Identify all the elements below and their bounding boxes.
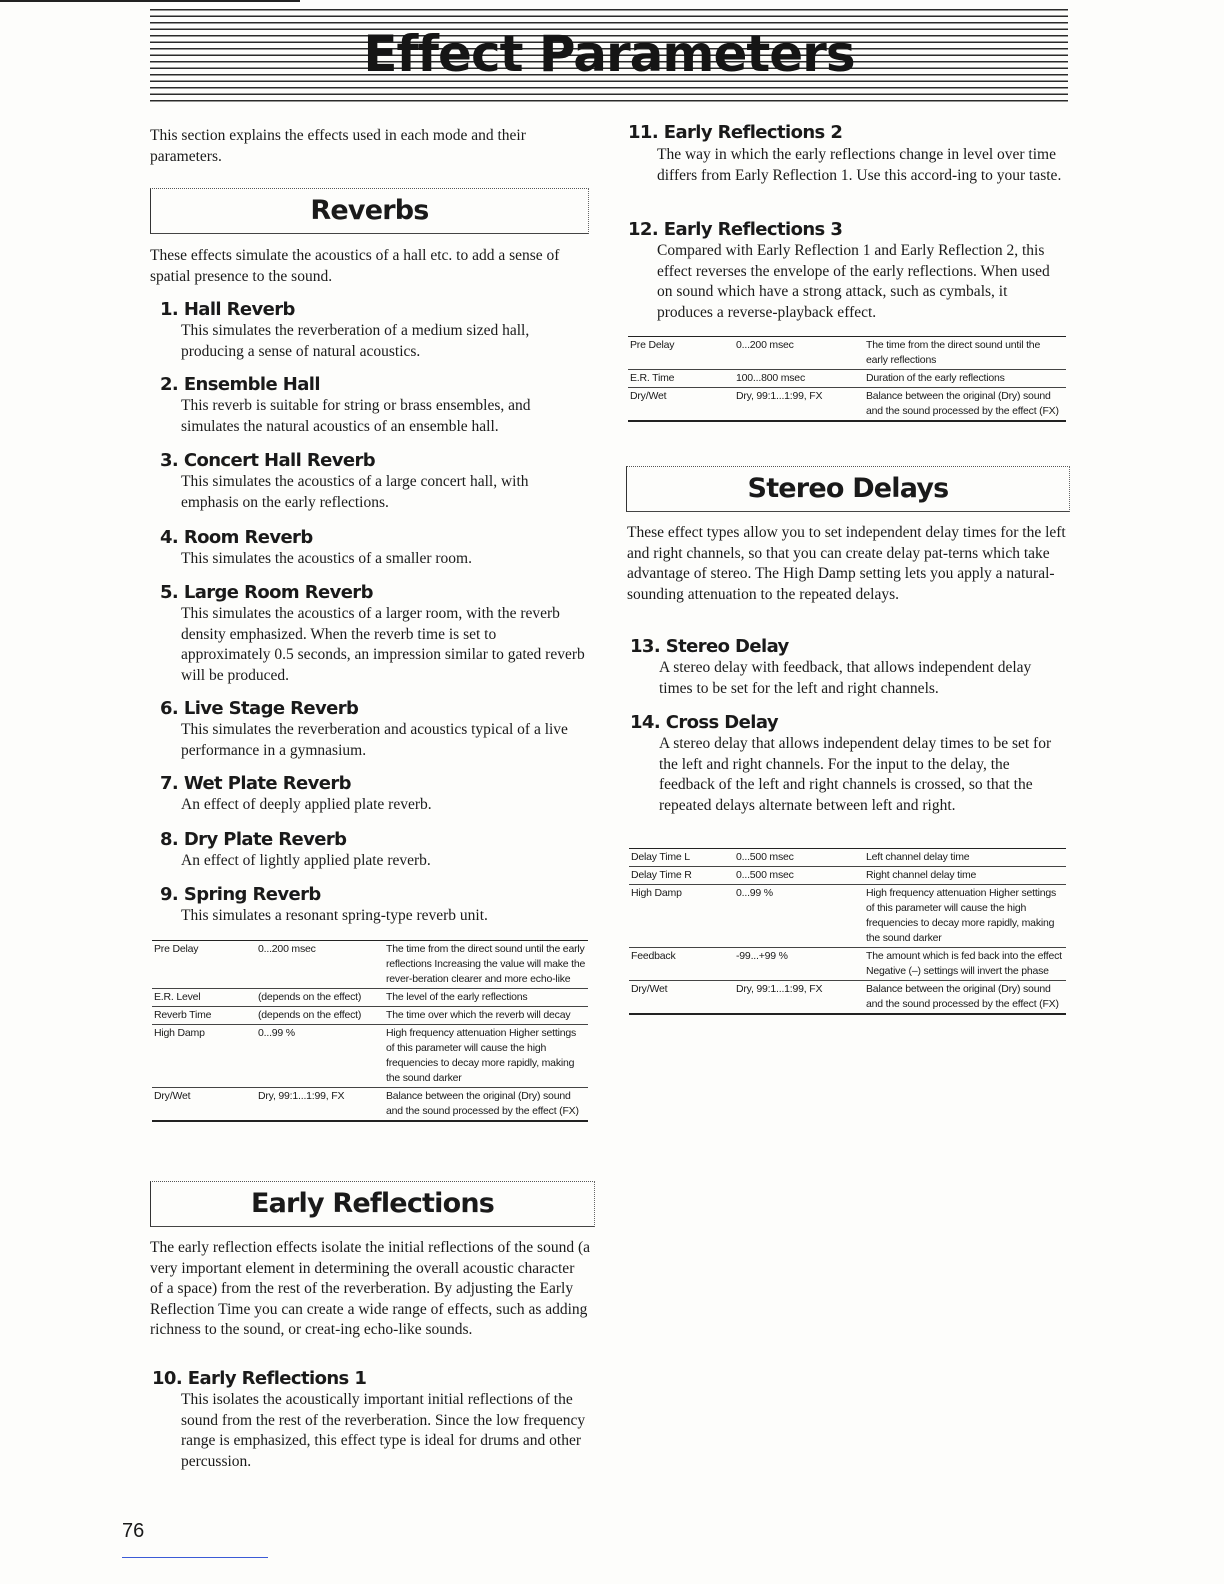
param-range: 0...500 msec [736, 869, 794, 881]
table-row [152, 1088, 588, 1122]
table-row [629, 885, 1066, 948]
item-description: The way in which the early reflections change in level over time differs from Early Reflection 1. Use this accord-ing to your taste. [657, 146, 1062, 184]
page-title-banner [150, 4, 1068, 106]
param-description: High frequency attenuation Higher settings of this parameter will cause the high frequencies to decay more rapidly, making the sound darker [386, 1027, 577, 1084]
item-description: A stereo delay that allows independent delay times to be set for the left and right channels. For the input to the delay, the feedback of the left and right channels is crossed, so that the repeated delays alternate between left and right. [659, 735, 1052, 814]
item-heading: 12. Early Reflections 3 [628, 219, 843, 240]
stereo-delays-intro: These effect types allow you to set independent delay times for the left and right channels, so that you can create delay pat-terns which take advantage of stereo. The High Damp setting lets you apply a natural-sounding attenuation to the repeated delays. [627, 524, 1066, 603]
param-name: High Damp [154, 1027, 205, 1039]
item-heading: 6. Live Stage Reverb [160, 698, 359, 719]
early-reflections-parameter-table [628, 336, 1066, 422]
section-header-reverbs [150, 188, 589, 234]
param-range: Dry, 99:1...1:99, FX [736, 390, 823, 402]
param-range: (depends on the effect) [258, 1009, 362, 1021]
param-name: Pre Delay [630, 339, 675, 351]
param-name: Delay Time L [631, 851, 690, 863]
item-heading: 11. Early Reflections 2 [628, 122, 843, 143]
item-heading: 3. Concert Hall Reverb [160, 450, 376, 471]
item-heading: 7. Wet Plate Reverb [160, 773, 351, 794]
page-title: Effect Parameters [363, 25, 855, 83]
item-heading: 2. Ensemble Hall [160, 374, 320, 395]
table-row [629, 849, 1066, 867]
param-range: Dry, 99:1...1:99, FX [736, 983, 823, 995]
param-range: 0...200 msec [736, 339, 794, 351]
item-description: This simulates the reverberation of a medium sized hall, producing a sense of natural acoustics. [181, 322, 530, 360]
param-description: The amount which is fed back into the effect Negative (–) settings will invert the phase [866, 950, 1062, 977]
item-description: This simulates the reverberation and acoustics typical of a live performance in a gymnasium. [181, 721, 568, 759]
param-name: Dry/Wet [630, 390, 667, 402]
item-description: This simulates a resonant spring-type reverb unit. [181, 907, 488, 924]
param-name: Dry/Wet [631, 983, 668, 995]
param-range: 0...200 msec [258, 943, 316, 955]
table-row [629, 948, 1066, 981]
item-description: A stereo delay with feedback, that allows independent delay times to be set for the left and right channels. [659, 659, 1032, 697]
item-description: This reverb is suitable for string or brass ensembles, and simulates the natural acoustics of an ensemble hall. [181, 397, 531, 435]
param-name: Feedback [631, 950, 676, 962]
table-row [629, 867, 1066, 885]
section-title: Reverbs [310, 195, 429, 226]
item-description: This simulates the acoustics of a smaller room. [181, 550, 472, 567]
param-description: Balance between the original (Dry) sound and the sound processed by the effect (FX) [386, 1090, 579, 1117]
section-title: Early Reflections [250, 1188, 495, 1219]
param-range: Dry, 99:1...1:99, FX [258, 1090, 345, 1102]
item-heading: 10. Early Reflections 1 [152, 1368, 367, 1389]
param-description: Duration of the early reflections [866, 372, 1005, 384]
section-header-early-reflections [150, 1181, 595, 1227]
param-description: Left channel delay time [866, 851, 970, 863]
table-row [628, 370, 1066, 388]
item-description: An effect of lightly applied plate reverb. [181, 852, 431, 869]
item-heading: 14. Cross Delay [630, 712, 778, 733]
table-row [152, 1007, 588, 1025]
param-name: E.R. Time [630, 372, 675, 384]
item-description: This simulates the acoustics of a large concert hall, with emphasis on the early reflections. [181, 473, 529, 511]
item-description: Compared with Early Reflection 1 and Early Reflection 2, this effect reverses the envelope of the early reflections. When used on sound which have a strong attack, such as cymbals, it produces a reverse-playback effect. [657, 242, 1050, 321]
param-description: Right channel delay time [866, 869, 977, 881]
param-name: High Damp [631, 887, 682, 899]
section-header-stereo-delays [626, 466, 1070, 512]
item-heading: 1. Hall Reverb [160, 299, 295, 320]
footer-rule [122, 1557, 268, 1558]
param-name: Reverb Time [154, 1009, 212, 1021]
item-description: This isolates the acoustically important initial reflections of the sound from the rest of the reverberation. Since the low frequency range is emphasized, this effect type is ideal for drums and other percussion. [181, 1391, 586, 1470]
param-description: The time from the direct sound until the early reflections Increasing the value will make the rever-beration clearer and more echo-like [386, 943, 586, 985]
param-range: 100...800 msec [736, 372, 805, 384]
param-name: Pre Delay [154, 943, 199, 955]
param-range: -99...+99 % [736, 950, 788, 962]
table-row [152, 1025, 588, 1088]
param-description: Balance between the original (Dry) sound and the sound processed by the effect (FX) [866, 983, 1059, 1010]
table-row [628, 388, 1066, 422]
reverbs-intro: These effects simulate the acoustics of a hall etc. to add a sense of spatial presence to the sound. [150, 247, 560, 285]
param-description: High frequency attenuation Higher settings of this parameter will cause the high frequencies to decay more rapidly, making the sound darker [866, 887, 1057, 944]
param-name: Dry/Wet [154, 1090, 191, 1102]
item-heading: 13. Stereo Delay [630, 636, 789, 657]
item-description: An effect of deeply applied plate reverb. [181, 796, 432, 813]
reverbs-parameter-table [152, 940, 588, 1122]
param-name: Delay Time R [631, 869, 692, 881]
table-row [628, 337, 1066, 370]
item-heading: 5. Large Room Reverb [160, 582, 373, 603]
param-range: 0...500 msec [736, 851, 794, 863]
param-description: The time from the direct sound until the early reflections [866, 339, 1041, 366]
page-number: 76 [122, 1520, 145, 1542]
param-description: Balance between the original (Dry) sound and the sound processed by the effect (FX) [866, 390, 1059, 417]
table-row [152, 989, 588, 1007]
param-name: E.R. Level [154, 991, 201, 1003]
item-heading: 4. Room Reverb [160, 527, 313, 548]
early-reflections-intro: The early reflection effects isolate the initial reflections of the sound (a very important element in determining the overall acoustic character of a space) from the rest of the reverberation. By adjusting the Early Reflection Time you can create a wide range of effects, such as adding richness to the sound, or creat-ing echo-like sounds. [150, 1239, 590, 1338]
stereo-delays-parameter-table [629, 848, 1066, 1015]
param-range: (depends on the effect) [258, 991, 362, 1003]
param-range: 0...99 % [258, 1027, 295, 1039]
section-title: Stereo Delays [747, 473, 949, 504]
item-heading: 8. Dry Plate Reverb [160, 829, 347, 850]
table-row [152, 941, 588, 989]
item-heading: 9. Spring Reverb [160, 884, 321, 905]
param-description: The level of the early reflections [386, 991, 528, 1003]
page-intro: This section explains the effects used in each mode and their parameters. [150, 127, 526, 165]
param-description: The time over which the reverb will decay [386, 1009, 571, 1021]
item-description: This simulates the acoustics of a larger room, with the reverb density emphasized. When the reverb time is set to approximately 0.5 seconds, an impression similar to gated reverb will be produced. [181, 605, 585, 684]
corner-rule [0, 0, 300, 2]
param-range: 0...99 % [736, 887, 773, 899]
table-row [629, 981, 1066, 1015]
